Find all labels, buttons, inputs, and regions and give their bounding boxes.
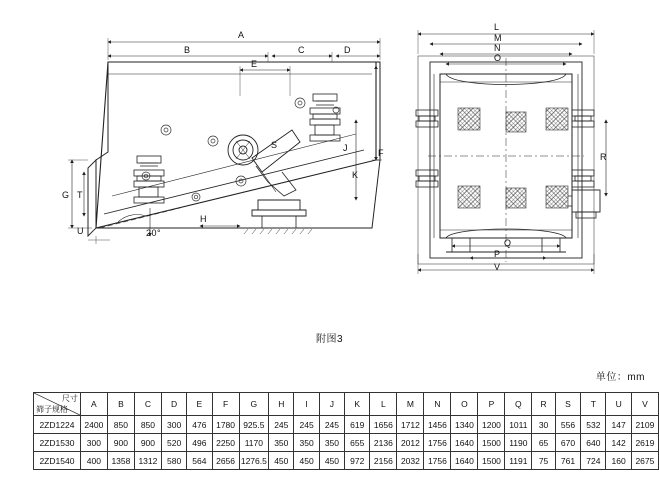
dim-label-R: R: [600, 152, 607, 162]
cell-C: 850: [134, 416, 161, 434]
col-header-P: P: [478, 393, 505, 416]
cell-D: 520: [161, 434, 186, 452]
cell-L: 1656: [370, 416, 397, 434]
figure-caption: 附图3: [315, 334, 344, 345]
cell-U: 142: [606, 434, 631, 452]
cell-N: 1456: [424, 416, 451, 434]
col-header-S: S: [555, 393, 580, 416]
dim-label-F: F: [378, 148, 384, 158]
dim-label-Q: Q: [504, 238, 512, 248]
cell-E: 476: [187, 416, 212, 434]
cell-S: 670: [555, 434, 580, 452]
cell-I: 245: [294, 416, 319, 434]
cell-O: 1640: [451, 452, 478, 470]
cell-T: 724: [581, 452, 606, 470]
cell-G: 1276.5: [239, 452, 269, 470]
cell-A: 2400: [80, 416, 107, 434]
cell-R: 75: [532, 452, 556, 470]
dim-label-U: U: [77, 226, 84, 236]
cell-C: 900: [134, 434, 161, 452]
dim-label-E: E: [251, 59, 258, 69]
cell-N: 1756: [424, 452, 451, 470]
cell-O: 1340: [451, 416, 478, 434]
cell-Q: 1190: [505, 434, 532, 452]
dim-label-S: S: [271, 140, 278, 150]
cell-R: 65: [532, 434, 556, 452]
table-header-row: [34, 393, 659, 416]
cell-E: 496: [187, 434, 212, 452]
col-header-B: B: [107, 393, 134, 416]
dim-label-C: C: [298, 45, 305, 55]
cell-H: 350: [269, 434, 294, 452]
cell-N: 1756: [424, 434, 451, 452]
cell-B: 900: [107, 434, 134, 452]
col-header-C: C: [134, 393, 161, 416]
cell-G: 1170: [239, 434, 269, 452]
cell-Q: 1191: [505, 452, 532, 470]
cell-K: 972: [345, 452, 370, 470]
cell-R: 30: [532, 416, 556, 434]
col-header-N: N: [424, 393, 451, 416]
col-header-O: O: [451, 393, 478, 416]
table-row: [34, 416, 659, 434]
col-header-V: V: [631, 393, 658, 416]
cell-B: 1358: [107, 452, 134, 470]
col-header-D: D: [161, 393, 186, 416]
cell-G: 925.5: [239, 416, 269, 434]
cell-P: 1500: [478, 434, 505, 452]
col-header-E: E: [187, 393, 212, 416]
table-row: [34, 452, 659, 470]
cell-V: 2109: [631, 416, 658, 434]
unit-label: 单位：mm: [595, 372, 645, 383]
cell-F: 2250: [212, 434, 239, 452]
dim-label-N: N: [494, 43, 501, 53]
col-header-Q: Q: [505, 393, 532, 416]
cell-V: 2619: [631, 434, 658, 452]
cell-V: 2675: [631, 452, 658, 470]
cell-B: 850: [107, 416, 134, 434]
row-model: 2ZD1224: [34, 416, 81, 434]
cell-P: 1200: [478, 416, 505, 434]
cell-H: 450: [269, 452, 294, 470]
dim-label-M: M: [494, 33, 502, 43]
cell-J: 350: [319, 434, 344, 452]
dim-label-D: D: [344, 45, 351, 55]
cell-D: 300: [161, 416, 186, 434]
col-header-T: T: [581, 393, 606, 416]
col-header-I: I: [294, 393, 319, 416]
dim-label-G: G: [62, 190, 70, 200]
dim-label-A: A: [238, 30, 245, 40]
col-header-M: M: [397, 393, 424, 416]
cell-T: 532: [581, 416, 606, 434]
cell-U: 147: [606, 416, 631, 434]
dim-label-H: H: [200, 214, 207, 224]
corner-model-label: 筛子规格: [36, 405, 68, 414]
cell-K: 655: [345, 434, 370, 452]
cell-S: 556: [555, 416, 580, 434]
cell-D: 580: [161, 452, 186, 470]
corner-dimension-label: 尺寸: [61, 394, 78, 403]
col-header-U: U: [606, 393, 631, 416]
dim-label-V: V: [494, 262, 501, 272]
dim-label-J: J: [343, 143, 348, 153]
cell-C: 1312: [134, 452, 161, 470]
cell-E: 564: [187, 452, 212, 470]
col-header-A: A: [80, 393, 107, 416]
cell-M: 2012: [397, 434, 424, 452]
dim-label-K: K: [352, 170, 359, 180]
cell-F: 2656: [212, 452, 239, 470]
col-header-J: J: [319, 393, 344, 416]
cell-S: 761: [555, 452, 580, 470]
dim-label-O: O: [494, 53, 502, 63]
dim-label-T: T: [77, 190, 83, 200]
cell-L: 2156: [370, 452, 397, 470]
cell-L: 2136: [370, 434, 397, 452]
col-header-G: G: [239, 393, 269, 416]
col-header-H: H: [269, 393, 294, 416]
cell-P: 1500: [478, 452, 505, 470]
cell-I: 450: [294, 452, 319, 470]
cell-T: 640: [581, 434, 606, 452]
table-corner-cell: [34, 393, 81, 416]
angle-label: 20°: [146, 228, 162, 238]
col-header-L: L: [370, 393, 397, 416]
cell-H: 245: [269, 416, 294, 434]
col-header-K: K: [345, 393, 370, 416]
cell-K: 619: [345, 416, 370, 434]
col-header-F: F: [212, 393, 239, 416]
cell-A: 400: [80, 452, 107, 470]
table-row: [34, 434, 659, 452]
cell-Q: 1011: [505, 416, 532, 434]
cell-U: 160: [606, 452, 631, 470]
cell-I: 350: [294, 434, 319, 452]
cell-J: 450: [319, 452, 344, 470]
row-model: 2ZD1530: [34, 434, 81, 452]
specification-table: [33, 392, 659, 470]
cell-M: 2032: [397, 452, 424, 470]
cell-F: 1780: [212, 416, 239, 434]
dim-label-B: B: [184, 45, 191, 55]
cell-J: 245: [319, 416, 344, 434]
dim-label-P: P: [494, 249, 501, 259]
col-header-R: R: [532, 393, 556, 416]
cell-M: 1712: [397, 416, 424, 434]
cell-A: 300: [80, 434, 107, 452]
dim-label-L: L: [494, 22, 500, 32]
cell-O: 1640: [451, 434, 478, 452]
row-model: 2ZD1540: [34, 452, 81, 470]
